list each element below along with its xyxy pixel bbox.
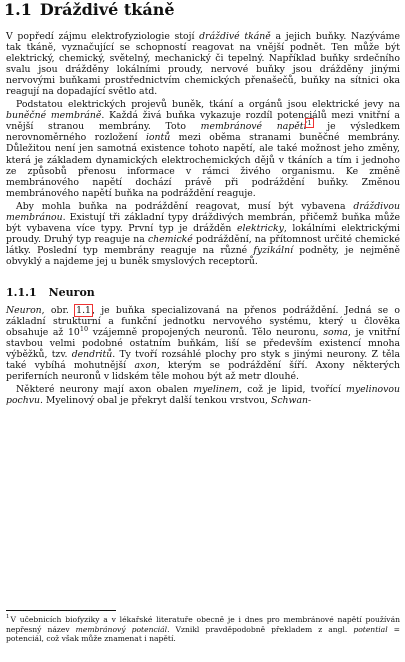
- figure-reference-link[interactable]: 1.1: [76, 305, 91, 317]
- term-draždive-tkane: dráždivé tkáně: [199, 31, 271, 42]
- text-run: a jejich buňky. Nazýváme tak tkáně, vyznačující se schopností reagovat na vnější podnět. Ten může být elektrický, chemický, světelný, mechanický či tepelný. Například buňky srdečního svalu jsou drážděny lokálními proudy, nervové buňky jsou drážděny jinými nervovými buňkami prostřednictvím chemických přenašečů, buňky na sítnici oka reagují na dopadající světlo atd.: [6, 31, 400, 98]
- term-bunecna-membrana: buněčné membráně: [6, 110, 102, 122]
- paragraph-intro: [6, 31, 400, 97]
- term-chemicke: chemické: [147, 233, 193, 245]
- subsection-title-text: Neuron: [48, 285, 95, 299]
- footnote-marker-link[interactable]: 1: [307, 119, 312, 128]
- text-run: , což je lipid, tvořící: [239, 384, 347, 396]
- text-run: . Vznikl pravděpodobně překladem z angl.: [167, 624, 354, 634]
- paragraph-membrane: [6, 99, 400, 198]
- paragraph-myelin: [6, 384, 400, 406]
- term-axon: axon: [134, 360, 157, 372]
- footnote: [6, 615, 400, 644]
- text-run: vzájemně propojených neuronů. Tělo neuronu,: [88, 327, 324, 339]
- subsection-heading: [6, 287, 400, 298]
- footnote-divider: [6, 610, 116, 611]
- text-run: je výsledkem nerovnoměrného rozložení: [6, 121, 400, 144]
- text-run: , lokálními elektrickými proudy. Druhý typ reaguje na: [6, 222, 400, 245]
- exponent: 10: [79, 325, 89, 334]
- section-title-text: Dráždivé tkáně: [39, 0, 175, 19]
- term-fyzikalni: fyzikální: [253, 244, 294, 256]
- text-run: mezi oběma stranami buněčné membrány. Důležitou není jen samotná existence tohoto napětí, ale také možnost jeho změny, která je základem dynamických elektrochemických dějů v tkáních a tím i jednoho ze způsobů přenosu informace v rámci živého organismu. Ke změně membránového napětí dochází právě při podráždění buňky. Změnou membránového napětí buňka na podráždění reaguje.: [6, 132, 400, 199]
- paragraph-neuron: [6, 305, 400, 382]
- text-run: . Každá živá buňka vykazuje rozdíl potenciálů mezi vnitřní a vnější stranou membrány. Toto: [6, 110, 400, 133]
- term-membranovy-potencial: membránový potenciál: [75, 624, 168, 634]
- text-run: . Myelinový obal je překryt další tenkou vrstvou,: [39, 395, 271, 407]
- text-run: , obr.: [41, 305, 76, 317]
- text-run: podněty, je nejměně obvyklý a najdeme jej u buněk smyslových receptorů.: [6, 244, 400, 267]
- term-potential: potential: [353, 624, 388, 634]
- paragraph-membrane-types: [6, 201, 400, 267]
- text-run: , je vnitřní stavbou velmi podobné ostatním buňkám, liší se především existencí mnoha výběžků, tzv.: [6, 327, 400, 361]
- term-schwann: Schwan-: [270, 395, 312, 407]
- footnote-number: 1: [6, 614, 10, 621]
- subsection-number: 1.1.1: [6, 285, 37, 299]
- text-run: Podstatou elektrických projevů buněk, tkání a orgánů jsou elektrické jevy na: [16, 99, 400, 111]
- term-drazdiva-membrana: dráždivou membránou: [6, 200, 400, 223]
- text-run: V popředí zájmu elektrofyziologie stojí: [6, 31, 200, 42]
- text-run: , kterým se podráždění šíří. Axony některých periferních neuronů v lidském těle mohou být až metr dlouhé.: [6, 360, 401, 383]
- term-myelin: myelinem: [193, 384, 240, 396]
- text-run: . Ty tvoří rozsáhlé plochy pro styk s jinými neurony. Z těla také vybíhá mohutnější: [6, 349, 400, 372]
- term-soma: soma: [323, 327, 348, 339]
- text-run: Některé neurony mají axon obalen: [16, 384, 194, 396]
- text-run: Aby mohla buňka na podráždění reagovat, musí být vybavena: [16, 200, 354, 212]
- term-elektricky: elektricky: [236, 222, 284, 234]
- term-membranove-napeti: membránové napětí: [200, 121, 307, 133]
- text-run: . Existují tři základní typy dráždivých membrán, přičemž buňka může být vybavena více typy. První typ je drážděn: [6, 211, 400, 234]
- term-iontu: iontů: [145, 132, 171, 144]
- text-run: podráždění, na přítomnost určité chemické látky. Poslední typ membrány reaguje na různé: [6, 233, 400, 256]
- term-neuron: Neuron: [6, 305, 42, 317]
- text-run: V učebnicích biofyziky a v lékařské literatuře obecně je i dnes pro membránové napětí používán nepřesný název: [6, 615, 400, 634]
- text-run: , je buňka specializovaná na přenos podráždění. Jedná se o základní strukturní a funkční jednotku nervového systému, který u člověka obsahuje až 10: [6, 305, 400, 339]
- section-heading: [4, 0, 175, 19]
- term-dendritu: dendritů: [71, 349, 113, 361]
- term-myelinova-pochva: myelinovou pochvu: [6, 384, 400, 407]
- text-run: = potenciál, což však může znamenat i napětí.: [6, 624, 400, 644]
- section-number: 1.1: [4, 0, 32, 19]
- body-text: [6, 31, 400, 408]
